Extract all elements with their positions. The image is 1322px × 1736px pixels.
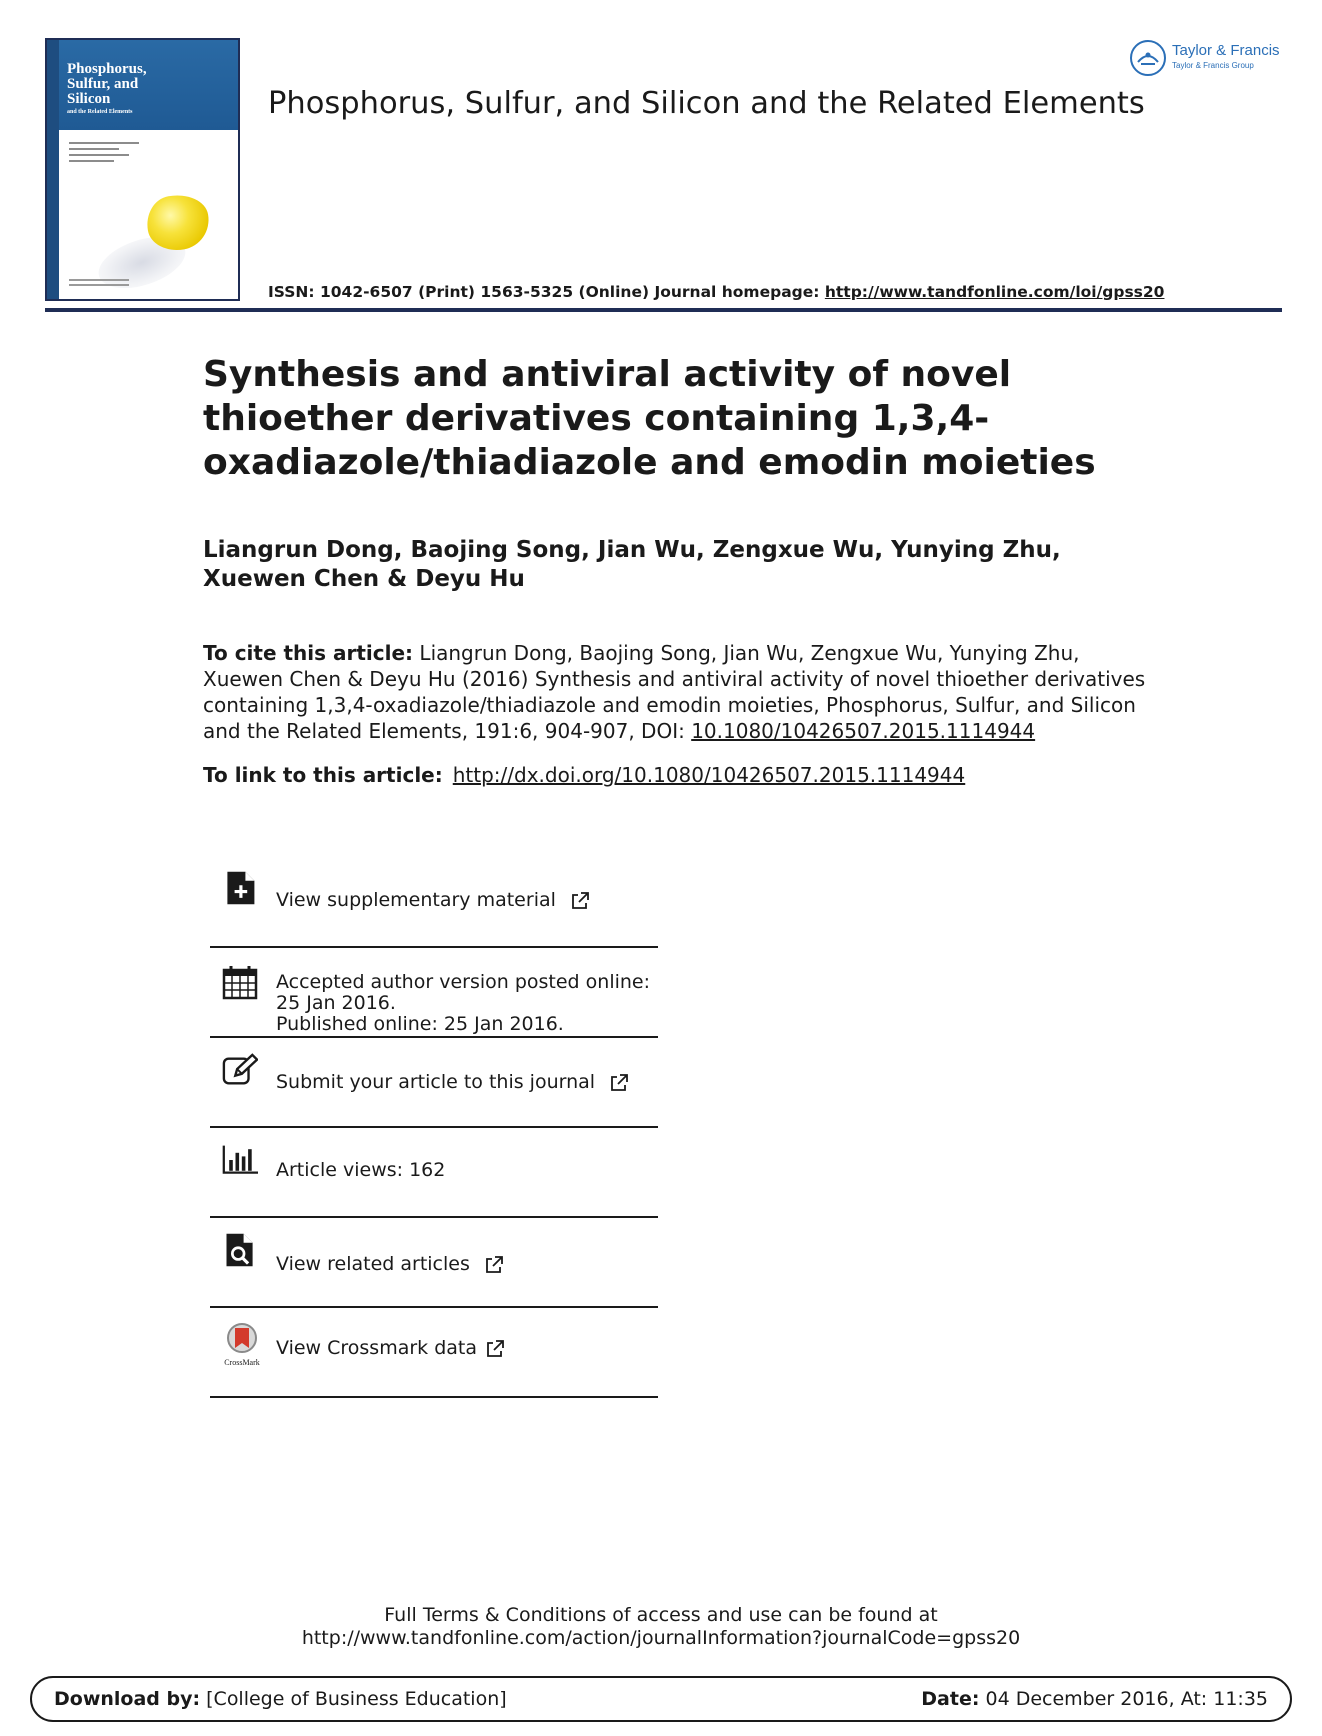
citation-block bbox=[203, 640, 1153, 744]
action-supplementary[interactable] bbox=[210, 858, 658, 948]
date-value: 04 December 2016, At: 11:35 bbox=[979, 1688, 1268, 1710]
publisher-name: Taylor & Francis bbox=[1172, 42, 1280, 59]
publication-dates bbox=[276, 972, 656, 1035]
date-label: Date: bbox=[921, 1688, 980, 1710]
doi-link[interactable]: 10.1080/10426507.2015.1114944 bbox=[691, 719, 1036, 743]
article-authors: Liangrun Dong, Baojing Song, Jian Wu, Zengxue Wu, Yunying Zhu, Xuewen Chen & Deyu Hu bbox=[203, 537, 1061, 592]
download-value: [College of Business Education] bbox=[200, 1688, 507, 1710]
accepted-date: Accepted author version posted online: 25 Jan 2016. bbox=[276, 971, 651, 1014]
file-plus-icon bbox=[222, 870, 258, 906]
journal-homepage-link[interactable]: http://www.tandfonline.com/loi/gpss20 bbox=[824, 283, 1165, 301]
terms-line-1: Full Terms & Conditions of access and use can be found at bbox=[384, 1604, 938, 1626]
published-date: Published online: 25 Jan 2016. bbox=[276, 1013, 564, 1035]
article-actions-list bbox=[210, 858, 658, 1398]
download-by bbox=[54, 1688, 507, 1710]
submit-label bbox=[276, 1072, 629, 1093]
cover-title-band bbox=[59, 40, 238, 130]
citation-text: Liangrun Dong, Baojing Song, Jian Wu, Zengxue Wu, Yunying Zhu, Xuewen Chen & Deyu Hu (2016) Synthesis and antiviral activity of novel thioether derivatives containing 1,3,4-oxadiazole/thiadiazole and emodin moieties, Phosphorus, Sulfur, and Silicon and the Related Elements, 191:6, 904-907, DOI: bbox=[203, 641, 1146, 743]
terms-and-conditions bbox=[0, 1604, 1322, 1650]
action-crossmark[interactable] bbox=[210, 1308, 658, 1398]
download-label: Download by: bbox=[54, 1688, 201, 1710]
article-url-link[interactable]: http://dx.doi.org/10.1080/10426507.2015.1114944 bbox=[452, 763, 966, 787]
external-link-icon bbox=[609, 1073, 629, 1093]
related-text: View related articles bbox=[276, 1253, 470, 1275]
link-label: To link to this article: bbox=[203, 763, 443, 787]
issn-text: ISSN: 1042-6507 (Print) 1563-5325 (Online) Journal homepage: bbox=[268, 283, 825, 301]
crossmark-badge-text: CrossMark bbox=[224, 1358, 260, 1367]
cover-subtitle: and the Related Elements bbox=[67, 109, 133, 115]
cover-title: Phosphorus, Sulfur, and Silicon bbox=[67, 61, 147, 107]
edit-icon bbox=[222, 1052, 258, 1088]
supplementary-label bbox=[276, 890, 590, 911]
action-submit-article[interactable] bbox=[210, 1038, 658, 1128]
publisher-group: Taylor & Francis Group bbox=[1172, 61, 1254, 70]
calendar-icon bbox=[222, 964, 258, 1000]
publisher-logo[interactable] bbox=[1130, 38, 1290, 78]
submit-text: Submit your article to this journal bbox=[276, 1071, 596, 1093]
crossmark-text: View Crossmark data bbox=[276, 1337, 478, 1359]
article-link-row bbox=[203, 762, 965, 788]
cover-text-lines bbox=[69, 142, 139, 166]
download-info-box bbox=[30, 1676, 1292, 1722]
crossmark-label bbox=[276, 1338, 505, 1359]
supplementary-text: View supplementary material bbox=[276, 889, 556, 911]
external-link-icon bbox=[484, 1255, 504, 1275]
header-divider bbox=[45, 308, 1282, 312]
cover-footer-lines bbox=[69, 279, 229, 289]
external-link-icon bbox=[485, 1339, 505, 1359]
crossmark-icon bbox=[222, 1322, 262, 1366]
issn-line bbox=[268, 283, 1164, 301]
cover-spine bbox=[47, 40, 59, 299]
action-publication-dates bbox=[210, 948, 658, 1038]
action-related-articles[interactable] bbox=[210, 1218, 658, 1308]
citation-label: To cite this article: bbox=[203, 641, 414, 665]
file-search-icon bbox=[222, 1232, 258, 1268]
journal-title: Phosphorus, Sulfur, and Silicon and the Related Elements bbox=[268, 86, 1145, 121]
article-title: Synthesis and antiviral activity of novel thioether derivatives containing 1,3,4-oxadiazole/thiadiazole and emodin moieties bbox=[203, 354, 1096, 483]
article-views: Article views: 162 bbox=[276, 1159, 446, 1181]
external-link-icon bbox=[570, 891, 590, 911]
action-article-views bbox=[210, 1128, 658, 1218]
related-label bbox=[276, 1254, 504, 1275]
bar-chart-icon bbox=[222, 1142, 258, 1178]
publisher-logo-icon bbox=[1130, 40, 1166, 76]
journal-cover-image bbox=[45, 38, 240, 301]
terms-line-2[interactable]: http://www.tandfonline.com/action/journalInformation?journalCode=gpss20 bbox=[301, 1627, 1021, 1649]
download-date bbox=[921, 1688, 1268, 1710]
